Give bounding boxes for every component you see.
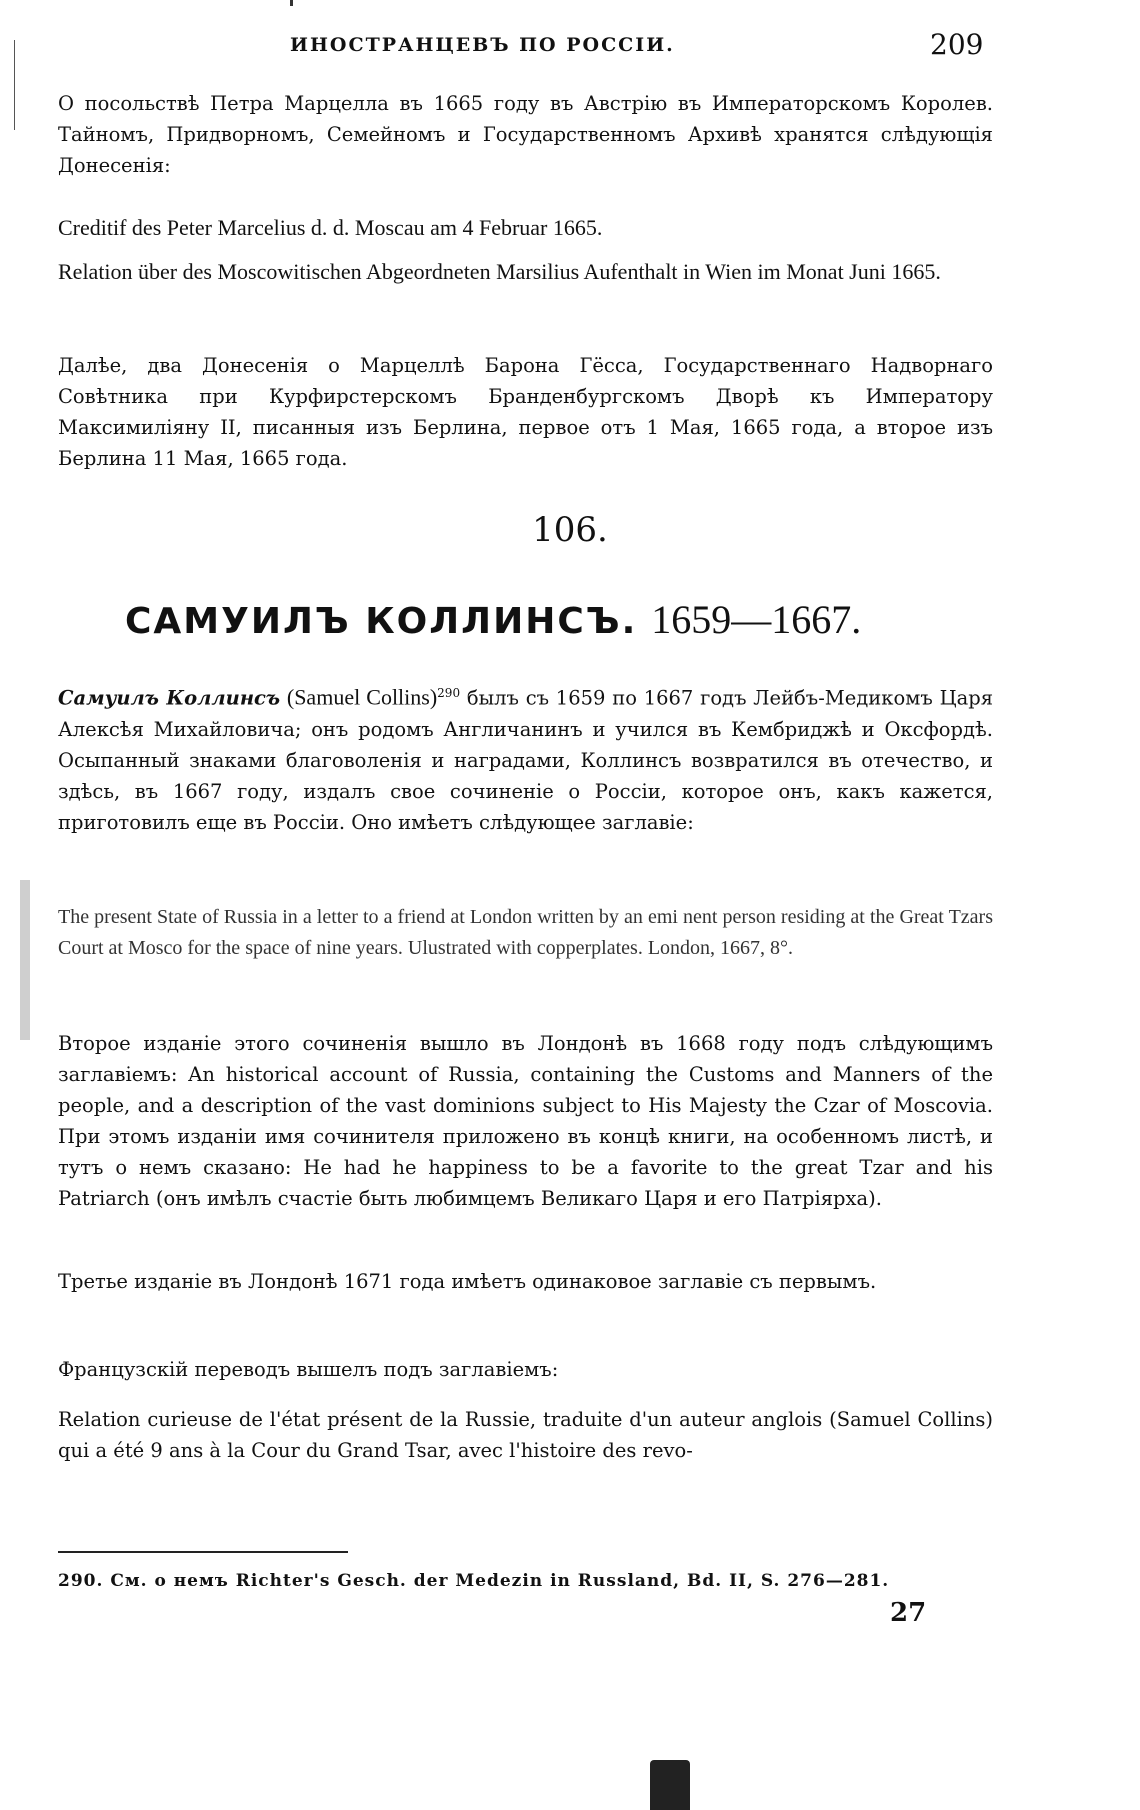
page-number: 209: [930, 28, 984, 61]
entry-title-name: САМУИЛЪ КОЛЛИНСЪ.: [125, 601, 638, 642]
printer-signature-mark: 27: [890, 1598, 927, 1628]
running-title: ИНОСТРАНЦЕВЪ ПО РОССІИ.: [290, 34, 675, 56]
intro-name: Самуилъ Коллинсъ: [58, 686, 281, 710]
embassy-text: О посольствѣ Петра Марцелла въ 1665 году въ Австрію въ Императорскомъ Королев. Тайномъ, Придворномъ, Семейномъ и Государственномъ Архивѣ хранятся слѣдующія Донесенія:: [58, 92, 993, 177]
original-title-quote: The present State of Russia in a letter to a friend at London written by an emi nent person residing at the Great Tzars Court at Mosco for the space of nine years. Ulustrated with copperplates. London, 1667, 8°.: [58, 906, 993, 959]
french-title-text: Relation curieuse de l'état présent de la Russie, traduite d'un auteur anglois (Samuel Collins) qui a été 9 ans à la Cour du Grand Tsar, avec l'histoire des revo-: [58, 1408, 993, 1462]
scan-shadow: [20, 880, 30, 1040]
entry-title-years: 1659—1667.: [651, 597, 862, 642]
intro-text: былъ съ 1659 по 1667 годъ Лейбъ-Медикомъ Царя Алексѣя Михайловича; онъ родомъ Англичанинъ и учился въ Кембриджѣ и Оксфордѣ. Осыпанный знаками благоволенія и наградами, Коллинсъ возвратился въ отечество, и здѣсь, въ 1667 году, издалъ свое сочиненіе о Россіи, которое онъ, какъ кажется, приготовилъ еще въ Россіи. Оно имѣетъ слѣдующее заглавіе:: [58, 686, 993, 834]
second-edition-paragraph: [58, 1028, 993, 1214]
second-edition-text: Второе изданіе этого сочиненія вышло въ Лондонѣ въ 1668 году подъ слѣдующимъ заглавіемъ: An historical account of Russia, containing the Customs and Manners of the people, and a description of the vast dominions subject to His Majesty the Czar of Moscovia. При этомъ изданіи имя сочинителя приложено въ концѣ книги, на особенномъ листѣ, и тутъ о немъ сказано: He had he happiness to be a favorite to the great Tzar and his Patriarch (онъ имѣлъ счастіе быть любимцемъ Великаго Царя и его Патріярха).: [58, 1032, 993, 1210]
latin-entry-2: Relation über des Moscowitischen Abgeordneten Marsilius Aufenthalt in Wien im Monat Juni 1665.: [58, 259, 941, 284]
footnote-text: 290. См. о немъ Richter's Gesch. der Medezin in Russland, Bd. II, S. 276—281.: [58, 1571, 890, 1591]
embassy-paragraph: [58, 88, 993, 181]
french-title-paragraph: [58, 1404, 993, 1466]
latin-entry-1: Creditif des Peter Marcelius d. d. Moscau am 4 Februar 1665.: [58, 215, 603, 240]
intro-paragraph: [58, 678, 993, 838]
french-intro: Французскій переводъ вышелъ подъ заглавіемъ:: [58, 1358, 559, 1381]
footnote-divider: [58, 1551, 348, 1553]
third-edition-text: Третье изданіе въ Лондонѣ 1671 года имѣетъ одинаковое заглавіе съ первымъ.: [58, 1270, 877, 1293]
scan-margin-line: [14, 40, 15, 130]
scan-artifact: [650, 1760, 690, 1810]
entry-number: 106.: [532, 510, 608, 550]
footnote-ref: 290: [437, 686, 461, 700]
reports-paragraph: [58, 350, 993, 474]
entry-title: [125, 596, 861, 643]
scan-speck: [290, 0, 293, 6]
intro-latin-name: (Samuel Collins): [286, 684, 438, 710]
reports-text: Далѣе, два Донесенія о Марцеллѣ Барона Гёсса, Государственнаго Надворнаго Совѣтника при Курфирстерскомъ Бранденбургскомъ Дворѣ къ Императору Максимиліяну II, писанныя изъ Берлина, первое отъ 1 Мая, 1665 года, а второе изъ Берлина 11 Мая, 1665 года.: [58, 354, 993, 470]
third-edition-paragraph: [58, 1266, 993, 1297]
